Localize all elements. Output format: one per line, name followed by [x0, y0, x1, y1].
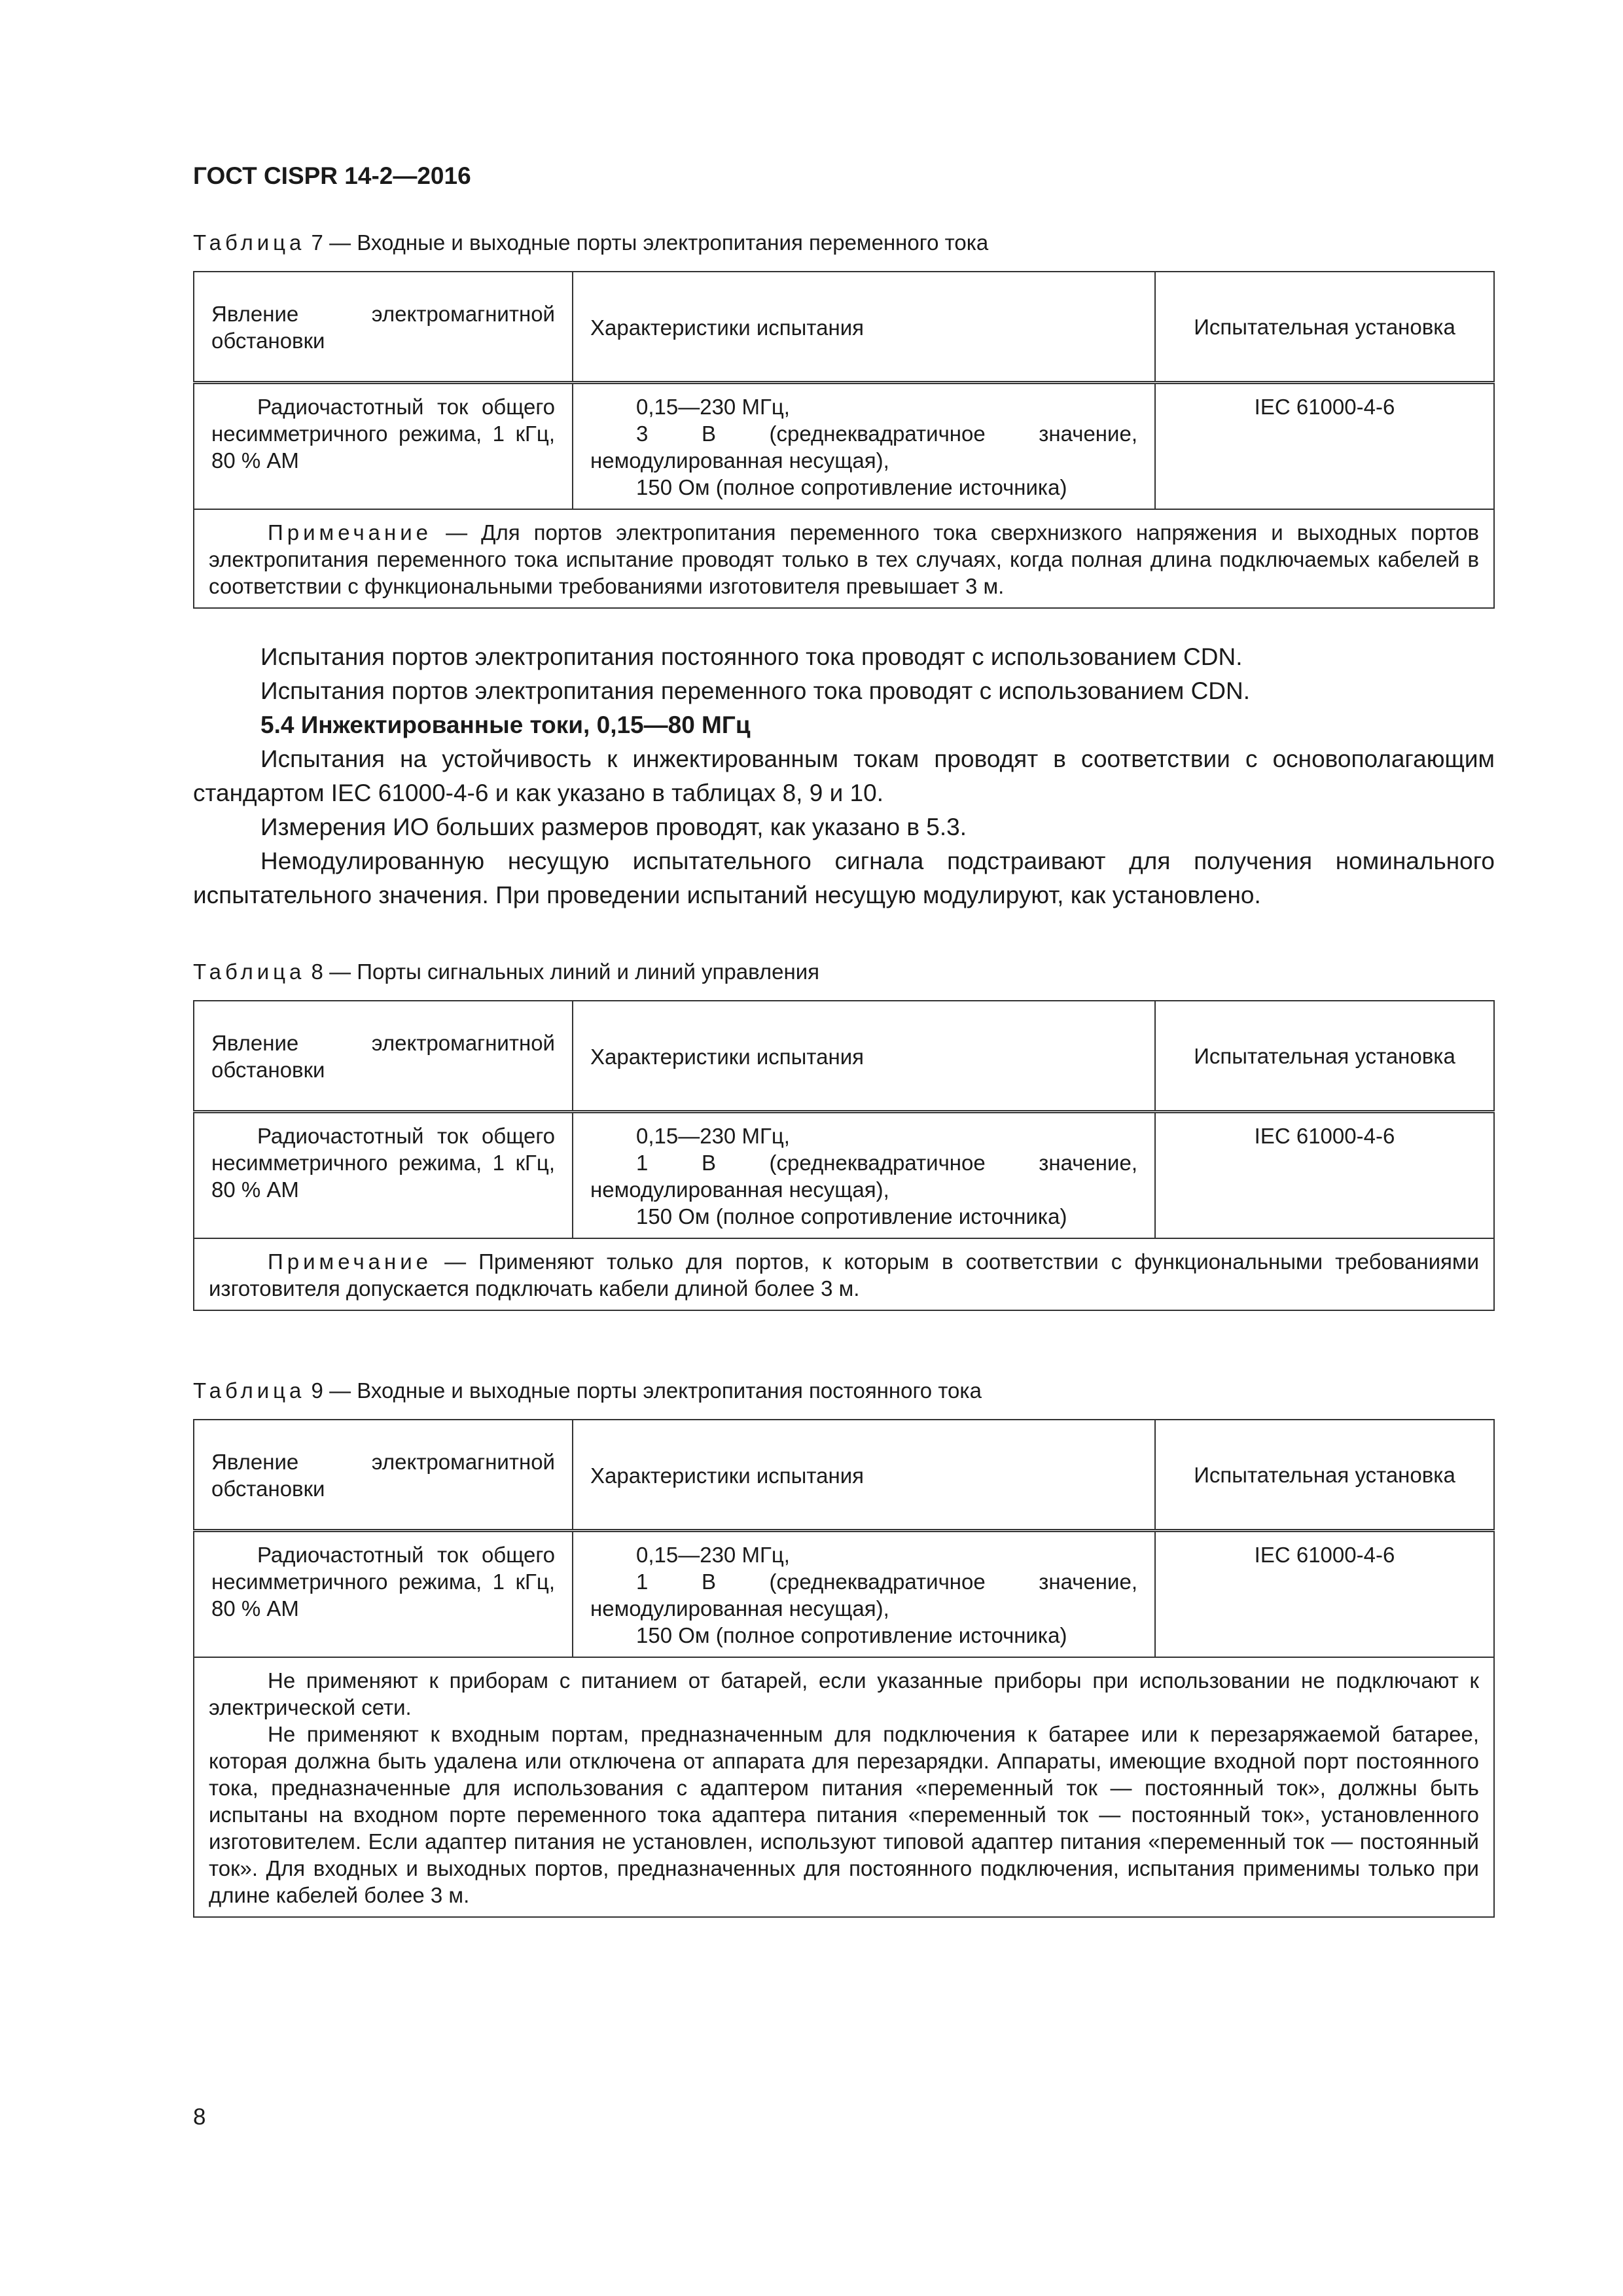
cell-characteristics — [573, 1112, 1155, 1239]
level-text: 1 В (среднеквадратичное значение, немодулированная несущая), — [590, 1151, 1137, 1202]
table-7 — [193, 271, 1495, 609]
table-8-caption — [193, 960, 819, 984]
table-header-row — [194, 1420, 1494, 1531]
paragraph: Испытания портов электропитания постоянного тока проводят с использованием CDN. — [260, 643, 1243, 670]
table-header-row — [194, 272, 1494, 383]
table-9-note — [194, 1657, 1494, 1917]
column-header-phenomenon: Явление электромагнитной обстановки — [194, 272, 573, 383]
table-9-caption — [193, 1378, 982, 1403]
load-text: 150 Ом (полное сопротивление источника) — [636, 475, 1067, 499]
note-text: — Для портов электропитания переменного тока сверхнизкого напряжения и выходных портов электропитания переменного тока испытание проводят только в тех случаях, когда полная длина подключаемых кабелей в соответствии с функциональными требованиями изготовителя превышает 3 м. — [209, 520, 1479, 598]
column-header-setup: Испытательная установка — [1155, 1001, 1494, 1112]
load-text: 150 Ом (полное сопротивление источника) — [636, 1623, 1067, 1647]
table-8-caption-text: 8 — Порты сигнальных линий и линий управления — [305, 960, 820, 984]
table-7-note — [194, 509, 1494, 608]
table-7-note-para — [209, 519, 1479, 600]
table-8 — [193, 1000, 1495, 1311]
column-header-characteristics: Характеристики испытания — [573, 1001, 1155, 1112]
note-prefix: Примечание — [268, 520, 433, 545]
column-header-phenomenon: Явление электромагнитной обстановки — [194, 1001, 573, 1112]
table-9-note-para-1: Не применяют к приборам с питанием от батарей, если указанные приборы при использовании не подключают к электрической сети. — [209, 1668, 1479, 1719]
table-note-row — [194, 1238, 1494, 1310]
paragraph: Измерения ИО больших размеров проводят, как указано в 5.3. — [260, 814, 967, 840]
freq-text: 0,15—230 МГц, — [636, 1543, 790, 1567]
table-8-note-para — [209, 1248, 1479, 1302]
table-note-row — [194, 509, 1494, 608]
level-text: 1 В (среднеквадратичное значение, немодулированная несущая), — [590, 1570, 1137, 1621]
page-number: 8 — [193, 2104, 206, 2130]
column-header-setup: Испытательная установка — [1155, 272, 1494, 383]
cell-characteristics — [573, 383, 1155, 510]
document-header: ГОСТ CISPR 14-2—2016 — [193, 162, 471, 189]
table-9-caption-prefix: Таблица — [193, 1378, 306, 1403]
table-8-caption-prefix: Таблица — [193, 960, 306, 984]
freq-text: 0,15—230 МГц, — [636, 1124, 790, 1148]
table-7-caption-text: 7 — Входные и выходные порты электропитания переменного тока — [305, 230, 989, 255]
table-row — [194, 383, 1494, 510]
phenomenon-text: Радиочастотный ток общего несимметричного режима, 1 кГц, 80 % AM — [211, 1543, 555, 1621]
table-row — [194, 1112, 1494, 1239]
phenomenon-text: Радиочастотный ток общего несимметричного режима, 1 кГц, 80 % AM — [211, 395, 555, 473]
cell-setup: IEC 61000-4-6 — [1155, 383, 1494, 510]
freq-text: 0,15—230 МГц, — [636, 395, 790, 419]
table-note-row — [194, 1657, 1494, 1917]
cell-phenomenon — [194, 1531, 573, 1658]
table-9-note-para-2: Не применяют к входным портам, предназначенным для подключения к батарее или к перезаряжаемой батарее, которая должна быть удалена или отключена от аппарата для перезарядки. Аппараты, имеющие входной порт постоянного тока, предназначенные для использования с адаптером питания «переменный ток — постоянный ток», должны быть испытаны на входном порте переменного тока адаптера питания «переменный ток — постоянный ток», установленного изготовителем. Если адаптер питания не установлен, используют типовой адаптер питания «переменный ток — постоянный ток». Для входных и выходных портов, предназначенных для постоянного подключения, испытания применимы только при длине кабелей более 3 м. — [209, 1722, 1479, 1907]
note-text: — Применяют только для портов, к которым в соответствии с функциональными требованиями изготовителя допускается подключать кабели длиной более 3 м. — [209, 1249, 1479, 1300]
table-row — [194, 1531, 1494, 1658]
phenomenon-text: Радиочастотный ток общего несимметричного режима, 1 кГц, 80 % AM — [211, 1124, 555, 1202]
load-text: 150 Ом (полное сопротивление источника) — [636, 1204, 1067, 1229]
column-header-phenomenon: Явление электромагнитной обстановки — [194, 1420, 573, 1531]
cell-phenomenon — [194, 383, 573, 510]
column-header-characteristics: Характеристики испытания — [573, 272, 1155, 383]
level-text: 3 В (среднеквадратичное значение, немодулированная несущая), — [590, 422, 1137, 473]
paragraph: Испытания на устойчивость к инжектированным токам проводят в соответствии с основополагающим стандартом IEC 61000-4-6 и как указано в таблицах 8, 9 и 10. — [193, 745, 1495, 806]
column-header-characteristics: Характеристики испытания — [573, 1420, 1155, 1531]
table-7-caption — [193, 230, 988, 255]
body-text-block — [193, 640, 1495, 912]
table-9 — [193, 1419, 1495, 1918]
cell-characteristics — [573, 1531, 1155, 1658]
paragraph: Немодулированную несущую испытательного сигнала подстраивают для получения номинального испытательного значения. При проведении испытаний несущую модулируют, как установлено. — [193, 848, 1495, 908]
column-header-setup: Испытательная установка — [1155, 1420, 1494, 1531]
table-8-note — [194, 1238, 1494, 1310]
table-header-row — [194, 1001, 1494, 1112]
section-title: 5.4 Инжектированные токи, 0,15—80 МГц — [260, 711, 751, 738]
cell-setup: IEC 61000-4-6 — [1155, 1112, 1494, 1239]
paragraph: Испытания портов электропитания переменного тока проводят с использованием CDN. — [260, 677, 1251, 704]
cell-setup: IEC 61000-4-6 — [1155, 1531, 1494, 1658]
table-9-caption-text: 9 — Входные и выходные порты электропитания постоянного тока — [305, 1378, 982, 1403]
cell-phenomenon — [194, 1112, 573, 1239]
table-7-caption-prefix: Таблица — [193, 230, 306, 255]
note-prefix: Примечание — [268, 1249, 433, 1274]
